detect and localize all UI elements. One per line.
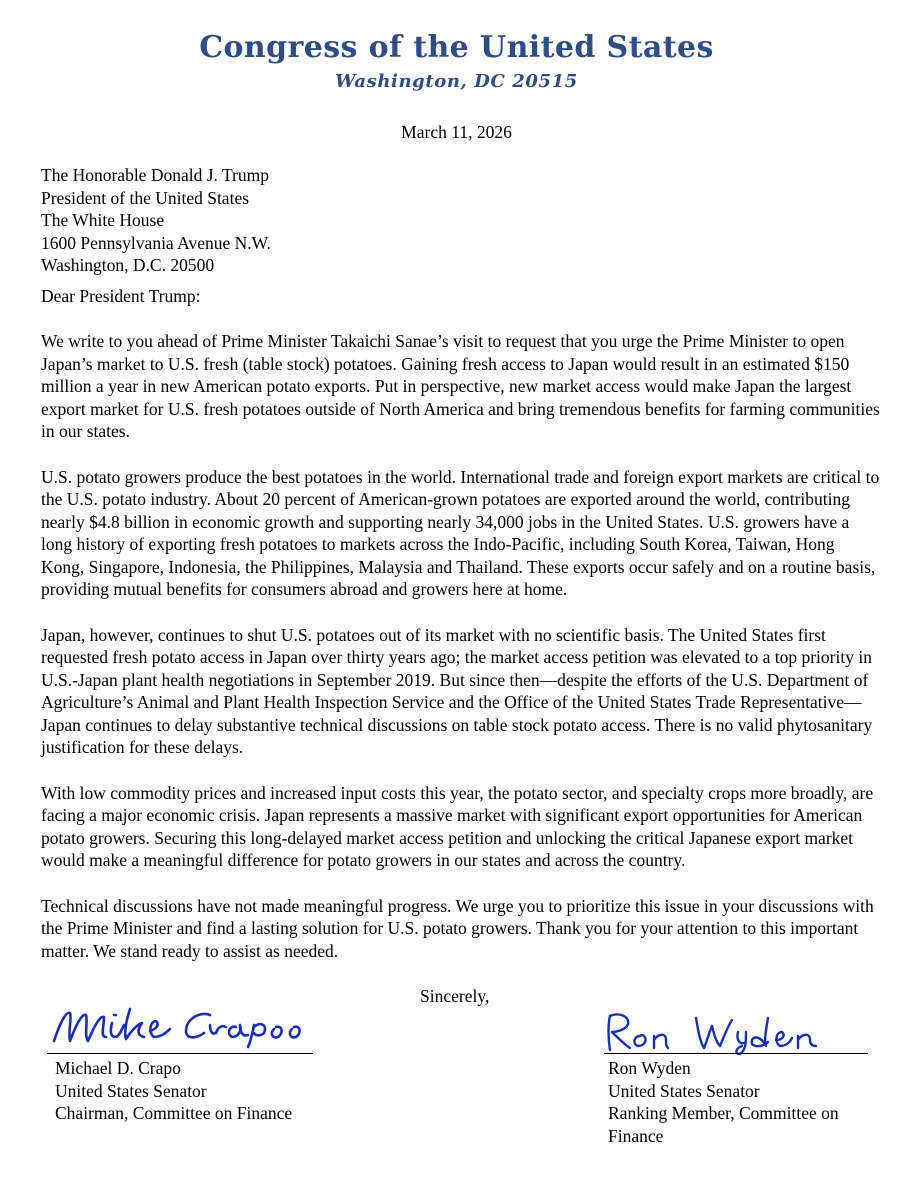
recipient-address	[41, 164, 271, 277]
recipient-line: The Honorable Donald J. Trump	[41, 165, 269, 185]
recipient-line: 1600 Pennsylvania Avenue N.W.	[41, 232, 271, 253]
letter-body	[41, 330, 881, 985]
recipient-line: The White House	[41, 210, 165, 230]
signer-role: Finance	[608, 1125, 664, 1146]
body-paragraph: With low commodity prices and increased input costs this year, the potato sector, and specialty crops more broadly, are facing a major economic crisis. Japan represents a massive market with significant export opportunities for American potato growers. Securing this long-delayed market access petition and unlocking the critical Japanese export market would make a meaningful difference for potato growers in our states and across the country.	[41, 782, 874, 870]
wyden-signature	[600, 1010, 840, 1056]
salutation: Dear President Trump:	[41, 286, 201, 306]
wyden-signature-line	[604, 1053, 868, 1054]
signer-name: Ron Wyden	[608, 1058, 691, 1078]
signer-name: Michael D. Crapo	[55, 1058, 181, 1078]
letterhead	[0, 30, 913, 92]
crapo-signature-block	[55, 1057, 292, 1125]
signer-role: Chairman, Committee on Finance	[55, 1103, 293, 1123]
crapo-signature	[50, 1003, 320, 1049]
recipient-line: Washington, D.C. 20500	[41, 255, 215, 275]
body-paragraph: U.S. potato growers produce the best potatoes in the world. International trade and foreign export markets are critical to the U.S. potato industry. About 20 percent of American-grown potatoes are exported around the world, contributing nearly $4.8 billion in economic growth and supporting nearly 34,000 jobs in the United States. U.S. growers have a long history of exporting fresh potatoes to markets across the Indo-Pacific, including South Korea, Taiwan, Hong Kong, Singapore, Indonesia, the Philippines, Malaysia and Thailand. These exports occur safely and on a routine basis, providing mutual benefits for consumers abroad and growers here at home.	[41, 466, 880, 599]
signer-title: United States Senator	[55, 1080, 207, 1101]
letterhead-address: Washington, DC 20515	[335, 71, 578, 92]
body-paragraph: Japan, however, continues to shut U.S. potatoes out of its market with no scientific basis. The United States first requested fresh potato access in Japan over thirty years ago; the market access petition was elevated to a top priority in U.S.-Japan plant health negotiations in September 2019. But since then—despite the efforts of the U.S. Department of Agriculture’s Animal and Plant Health Inspection Service and the Office of the United States Trade Representative—Japan continues to delay substantive technical discussions on table stock potato access. There is no valid phytosanitary justification for these delays.	[41, 624, 873, 757]
crapo-signature-line	[47, 1053, 313, 1054]
recipient-line: President of the United States	[41, 187, 250, 208]
letter-date: March 11, 2026	[401, 122, 512, 142]
body-paragraph: Technical discussions have not made meaningful progress. We urge you to prioritize this issue in your discussions with the Prime Minister and find a lasting solution for U.S. potato growers. Thank you for your attention to this important matter. We stand ready to assist as needed.	[41, 895, 874, 961]
wyden-signature-block	[608, 1057, 839, 1147]
signer-role: Ranking Member, Committee on	[608, 1103, 839, 1123]
body-paragraph: We write to you ahead of Prime Minister Takaichi Sanae’s visit to request that you urge the Prime Minister to open Japan’s market to U.S. fresh (table stock) potatoes. Gaining fresh access to Japan would result in an estimated $150 million a year in new American potato exports. Put in perspective, new market access would make Japan the largest export market for U.S. fresh potatoes outside of North America and bring tremendous benefits for farming communities in our states.	[41, 331, 880, 441]
closing: Sincerely,	[420, 986, 490, 1006]
signer-title: United States Senator	[608, 1080, 760, 1101]
letterhead-title: Congress of the United States	[199, 30, 714, 65]
